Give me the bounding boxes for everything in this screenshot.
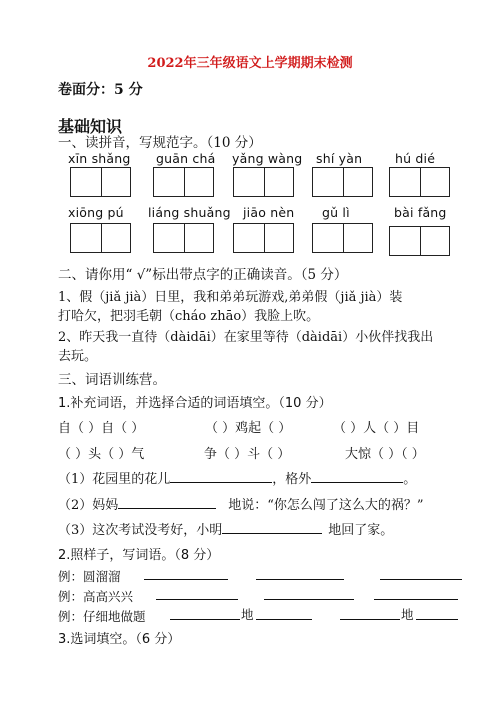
char-box[interactable]: [312, 223, 373, 253]
example-2: 例：高高兴兴: [58, 589, 134, 604]
answer-blank[interactable]: [144, 567, 228, 580]
answer-blank[interactable]: [256, 567, 344, 580]
page-title: 2022年三年级语文上学期期末检测: [147, 56, 353, 71]
pinyin-8: jiāo nèn: [243, 205, 295, 220]
pinyin-10: bài fǎng: [394, 205, 447, 220]
pinyin-3: yǎng wàng: [232, 151, 303, 166]
s1-title: 一、读拼音，写规范字。（10 分）: [58, 135, 262, 151]
answer-blank[interactable]: [170, 470, 272, 483]
pinyin-4: shí yàn: [316, 151, 363, 166]
answer-blank[interactable]: [374, 587, 458, 600]
di-word-2: 地: [401, 607, 414, 622]
idiom-6: 大惊（ ）（ ）: [345, 447, 425, 462]
fill-1: （1）花园里的花儿 ，格外 。: [58, 472, 417, 487]
s3-q2: 2.照样子，写词语。（8 分）: [58, 548, 220, 563]
pinyin-9: gǔ lì: [322, 205, 350, 220]
example-3: 例：仔细地做题: [58, 609, 146, 624]
section-heading: 基础知识: [58, 117, 123, 136]
idiom-1: 自（ ）自（ ）: [58, 421, 145, 436]
pinyin-5: hú dié: [395, 151, 436, 166]
idiom-5: 争（ ）斗（ ）: [204, 447, 291, 462]
pinyin-7: liáng shuǎng: [148, 205, 231, 220]
idiom-3: （ ）人（ ）目: [333, 421, 420, 436]
char-box[interactable]: [233, 223, 294, 253]
s2-line-4: 去玩。: [58, 349, 98, 364]
answer-blank[interactable]: [170, 607, 240, 620]
s2-line-2: 打哈欠，把羽毛朝（cháo zhāo）我脸上吹。: [58, 309, 320, 324]
char-box[interactable]: [70, 223, 131, 253]
answer-blank[interactable]: [380, 567, 462, 580]
answer-blank[interactable]: [311, 470, 403, 483]
s2-line-1: 1、假（jiǎ jià）日里，我和弟弟玩游戏,弟弟假（jiǎ jià）装: [58, 290, 403, 305]
char-box[interactable]: [312, 167, 373, 197]
answer-blank[interactable]: [264, 587, 354, 600]
idiom-2: （ ）鸡起（ ）: [205, 421, 292, 436]
answer-blank[interactable]: [118, 496, 216, 509]
s3-title: 三、词语训练营。: [58, 372, 166, 388]
di-word-1: 地: [241, 607, 254, 622]
char-box[interactable]: [153, 167, 214, 197]
answer-blank[interactable]: [340, 607, 400, 620]
answer-blank[interactable]: [256, 607, 312, 620]
example-1: 例：圆溜溜: [58, 569, 121, 584]
pinyin-1: xīn shǎng: [68, 151, 131, 166]
idiom-4: （ ）头（ ）气: [58, 447, 145, 462]
char-box[interactable]: [389, 226, 450, 256]
char-box[interactable]: [70, 167, 131, 197]
pinyin-2: guān chá: [156, 151, 216, 166]
s2-title: 二、请你用“ √”标出带点字的正确读音。（5 分）: [58, 267, 348, 283]
fill-3: （3）这次考试没考好，小明 地回了家。: [58, 523, 394, 538]
pinyin-6: xiōng pú: [68, 205, 124, 220]
char-box[interactable]: [233, 167, 294, 197]
answer-blank[interactable]: [416, 607, 458, 620]
score-line: 卷面分：5 分: [58, 82, 143, 98]
char-box[interactable]: [389, 167, 450, 197]
answer-blank[interactable]: [156, 587, 238, 600]
s3-q1: 1.补充词语，并选择合适的词语填空。（10 分）: [58, 396, 332, 411]
char-box[interactable]: [153, 223, 214, 253]
s2-line-3: 2、昨天我一直待（dàidāi）在家里等待（dàidāi）小伙伴找我出: [58, 330, 434, 345]
answer-blank[interactable]: [222, 521, 322, 534]
fill-2: （2）妈妈 地说：“你怎么闯了这么大的祸？”: [58, 498, 424, 513]
s3-q3: 3.选词填空。（6 分）: [58, 632, 181, 647]
